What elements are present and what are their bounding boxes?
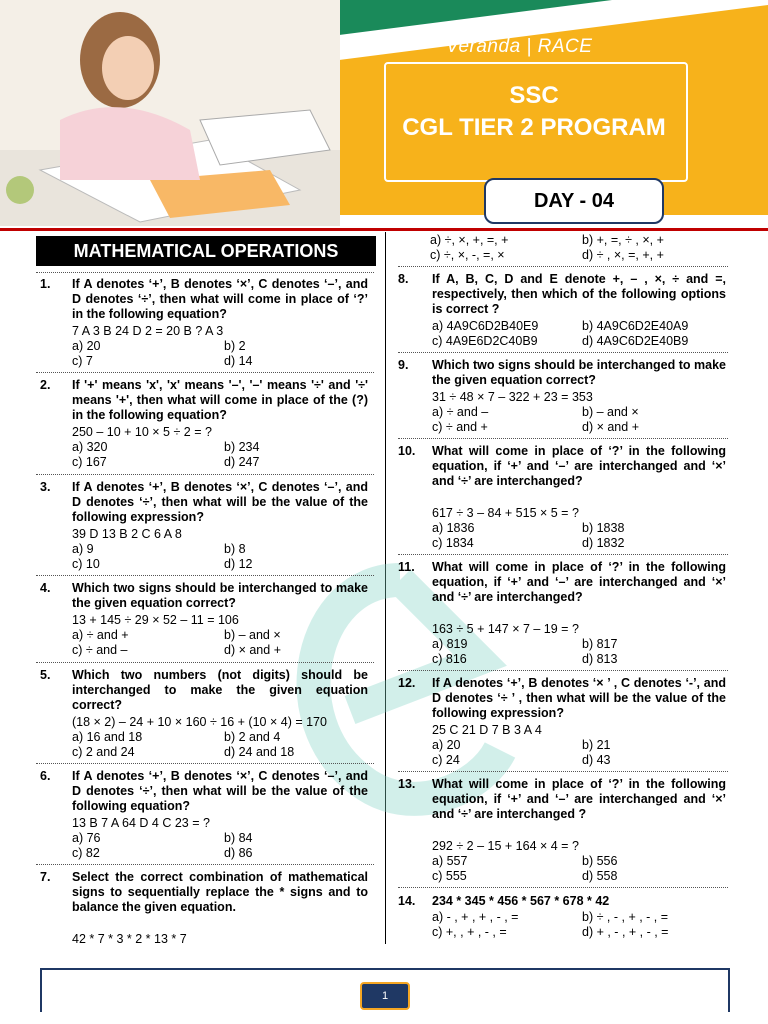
question-text: If A denotes ‘+’, B denotes ‘×’, C denotes ‘–’, and D denotes ‘÷’, then what will be the value of the following expression? — [72, 480, 368, 524]
option-c[interactable]: c) 10 — [72, 557, 100, 571]
question-7 — [40, 870, 370, 946]
question-separator — [36, 575, 374, 576]
option-c[interactable]: c) 816 — [432, 652, 467, 666]
option-b[interactable]: b) 234 — [224, 440, 260, 454]
question-11 — [398, 560, 728, 668]
question-number: 8. — [398, 272, 409, 286]
question-number: 12. — [398, 676, 416, 690]
question-expression: 13 + 145 ÷ 29 × 52 – 11 = 106 — [72, 613, 239, 627]
question-10 — [398, 444, 728, 552]
question-14 — [398, 894, 728, 944]
question-expression: 39 D 13 B 2 C 6 A 8 — [72, 527, 182, 541]
option-b[interactable]: b) 2 — [224, 339, 246, 353]
question-number: 4. — [40, 581, 51, 595]
question-separator — [398, 266, 728, 267]
option-c[interactable]: c) 4A9E6D2C40B9 — [432, 334, 538, 348]
option-c[interactable]: c) 1834 — [432, 536, 474, 550]
question-4 — [40, 581, 370, 661]
option-c[interactable]: c) +, , + , - , = — [432, 925, 507, 939]
option-c[interactable]: c) 555 — [432, 869, 467, 883]
program-subtitle: CGL TIER 2 PROGRAM — [402, 114, 666, 141]
option-d[interactable]: d) 1832 — [582, 536, 625, 550]
question-7-options — [398, 233, 728, 265]
page-number: 1 — [360, 982, 410, 1010]
question-text: 234 * 345 * 456 * 567 * 678 * 42 — [432, 894, 610, 908]
question-expression: 31 ÷ 48 × 7 – 322 + 23 = 353 — [432, 390, 593, 404]
option-a[interactable]: a) 1836 — [432, 521, 475, 535]
question-text: What will come in place of ‘?’ in the following equation, if ‘+’ and ‘–’ are interchanged and ‘×’ and ‘÷’ are interchanged ? — [432, 777, 726, 821]
option-b[interactable]: b) 556 — [582, 854, 618, 868]
option-d[interactable]: d) + , - , + , - , = — [582, 925, 669, 939]
question-expression: 250 – 10 + 10 × 5 ÷ 2 = ? — [72, 425, 212, 439]
option-c[interactable]: c) ÷ and – — [72, 643, 128, 657]
option-d[interactable]: d) 14 — [224, 354, 253, 368]
question-text: If A denotes ‘+’, B denotes ‘×’, C denotes ‘–’, and D denotes ‘÷’, then what will be the value of the following equation? — [72, 769, 368, 813]
option-a[interactable]: a) 557 — [432, 854, 468, 868]
question-text: If A, B, C, D and E denote +, – , ×, ÷ and =, respectively, then which of the following options is correct ? — [432, 272, 726, 316]
question-text: Select the correct combination of mathematical signs to sequentially replace the * signs and to balance the given equation. — [72, 870, 368, 914]
question-number: 5. — [40, 668, 51, 682]
question-expression: (18 × 2) – 24 + 10 × 160 ÷ 16 + (10 × 4) = 170 — [72, 715, 327, 729]
question-5 — [40, 668, 370, 762]
brand-logo: Veranda | RACE — [446, 36, 593, 57]
option-a[interactable]: a) 76 — [72, 831, 101, 845]
question-separator — [36, 662, 374, 663]
option-a[interactable]: a) 320 — [72, 440, 108, 454]
question-number: 11. — [398, 560, 415, 574]
question-expression: 617 ÷ 3 – 84 + 515 × 5 = ? — [432, 506, 579, 520]
question-text: If A denotes ‘+’, B denotes ‘×’, C denotes ‘–’, and D denotes ‘÷’, then what will come in place of ‘?’ in the following equation? — [72, 277, 368, 321]
question-expression: 42 * 7 * 3 * 2 * 13 * 7 — [72, 932, 187, 946]
section-title: MATHEMATICAL OPERATIONS — [36, 236, 376, 266]
option-b[interactable]: b) ÷ , - , + , - , = — [582, 910, 669, 924]
option-b[interactable]: b) 1838 — [582, 521, 625, 535]
question-number: 3. — [40, 480, 51, 494]
question-text: Which two numbers (not digits) should be interchanged to make the given equation correct? — [72, 668, 368, 712]
option-c[interactable]: c) 82 — [72, 846, 100, 860]
option-b[interactable]: b) +, =, ÷ , ×, + — [582, 233, 664, 247]
question-expression: 163 ÷ 5 + 147 × 7 – 19 = ? — [432, 622, 579, 636]
option-c[interactable]: c) ÷, ×, -, =, × — [430, 248, 505, 262]
option-c[interactable]: c) 7 — [72, 354, 93, 368]
question-separator — [398, 670, 728, 671]
option-d[interactable]: d) 247 — [224, 455, 260, 469]
option-a[interactable]: a) 20 — [432, 738, 461, 752]
option-a[interactable]: a) ÷ and – — [432, 405, 489, 419]
question-text: Which two signs should be interchanged to make the given equation correct? — [432, 358, 726, 387]
question-number: 6. — [40, 769, 51, 783]
day-label: DAY - 04 — [484, 178, 664, 224]
option-d[interactable]: d) 86 — [224, 846, 253, 860]
question-separator — [398, 554, 728, 555]
option-c[interactable]: c) 24 — [432, 753, 460, 767]
option-c[interactable]: c) ÷ and + — [432, 420, 488, 434]
option-b[interactable]: b) 21 — [582, 738, 611, 752]
question-expression: 7 A 3 B 24 D 2 = 20 B ? A 3 — [72, 324, 224, 338]
question-separator — [36, 372, 374, 373]
question-separator — [36, 474, 374, 475]
question-3 — [40, 480, 370, 574]
option-b[interactable]: b) 4A9C6D2E40A9 — [582, 319, 689, 333]
question-13 — [398, 777, 728, 885]
option-d[interactable]: d) × and + — [224, 643, 281, 657]
option-a[interactable]: a) ÷, ×, +, =, + — [430, 233, 509, 247]
question-text: What will come in place of ‘?’ in the following equation, if ‘+’ and ‘–’ are interchanged and ‘×’ and ‘÷’ are interchanged? — [432, 444, 726, 488]
question-expression: 13 B 7 A 64 D 4 C 23 = ? — [72, 816, 210, 830]
option-a[interactable]: a) 819 — [432, 637, 468, 651]
question-number: 13. — [398, 777, 416, 791]
option-b[interactable]: b) – and × — [224, 628, 281, 642]
option-d[interactable]: d) 43 — [582, 753, 611, 767]
question-number: 14. — [398, 894, 416, 908]
header-divider — [0, 228, 768, 231]
question-separator — [36, 763, 374, 764]
option-b[interactable]: b) 8 — [224, 542, 246, 556]
question-expression: 292 ÷ 2 – 15 + 164 × 4 = ? — [432, 839, 579, 853]
question-number: 10. — [398, 444, 416, 458]
question-separator — [398, 438, 728, 439]
question-separator — [36, 272, 374, 273]
question-number: 2. — [40, 378, 51, 392]
option-a[interactable]: a) ÷ and + — [72, 628, 129, 642]
question-1 — [40, 277, 370, 371]
student-photo — [0, 0, 340, 226]
option-b[interactable]: b) 2 and 4 — [224, 730, 281, 744]
option-c[interactable]: c) 167 — [72, 455, 107, 469]
option-d[interactable]: d) 558 — [582, 869, 618, 883]
question-separator — [398, 771, 728, 772]
question-expression: 25 C 21 D 7 B 3 A 4 — [432, 723, 542, 737]
question-text: If A denotes ‘+’, B denotes ‘× ’ , C denotes ‘-’, and D denotes ‘÷ ’ , then what will be the value of the following expression? — [432, 676, 726, 720]
option-d[interactable]: d) × and + — [582, 420, 639, 434]
question-6 — [40, 769, 370, 863]
question-separator — [398, 352, 728, 353]
option-b[interactable]: b) 817 — [582, 637, 618, 651]
question-12 — [398, 676, 728, 770]
question-number: 7. — [40, 870, 51, 884]
program-title: SSC — [509, 82, 559, 109]
question-number: 9. — [398, 358, 409, 372]
option-a[interactable]: a) 4A9C6D2B40E9 — [432, 319, 539, 333]
question-text: What will come in place of ‘?’ in the following equation, if ‘+’ and ‘–’ are interchanged and ‘×’ and ‘÷’ are interchanged? — [432, 560, 726, 604]
option-d[interactable]: d) 24 and 18 — [224, 745, 295, 759]
option-a[interactable]: a) - , + , + , - , = — [432, 910, 519, 924]
question-8 — [398, 272, 728, 350]
option-b[interactable]: b) – and × — [582, 405, 639, 419]
option-c[interactable]: c) 2 and 24 — [72, 745, 135, 759]
option-d[interactable]: d) 813 — [582, 652, 618, 666]
question-separator — [398, 887, 728, 888]
option-a[interactable]: a) 9 — [72, 542, 94, 556]
question-number: 1. — [40, 277, 51, 291]
question-9 — [398, 358, 728, 436]
option-a[interactable]: a) 20 — [72, 339, 101, 353]
option-d[interactable]: d) 4A9C6D2E40B9 — [582, 334, 689, 348]
question-separator — [36, 864, 374, 865]
option-d[interactable]: d) ÷ , ×, =, +, + — [582, 248, 664, 262]
option-d[interactable]: d) 12 — [224, 557, 253, 571]
option-b[interactable]: b) 84 — [224, 831, 253, 845]
question-2 — [40, 378, 370, 472]
question-text: Which two signs should be interchanged to make the given equation correct? — [72, 581, 368, 610]
option-a[interactable]: a) 16 and 18 — [72, 730, 143, 744]
question-text: If '+' means 'x', 'x' means '–', '–' means '÷' and '÷' means '+', then what will come in place of the (?) in the following equation? — [72, 378, 368, 422]
